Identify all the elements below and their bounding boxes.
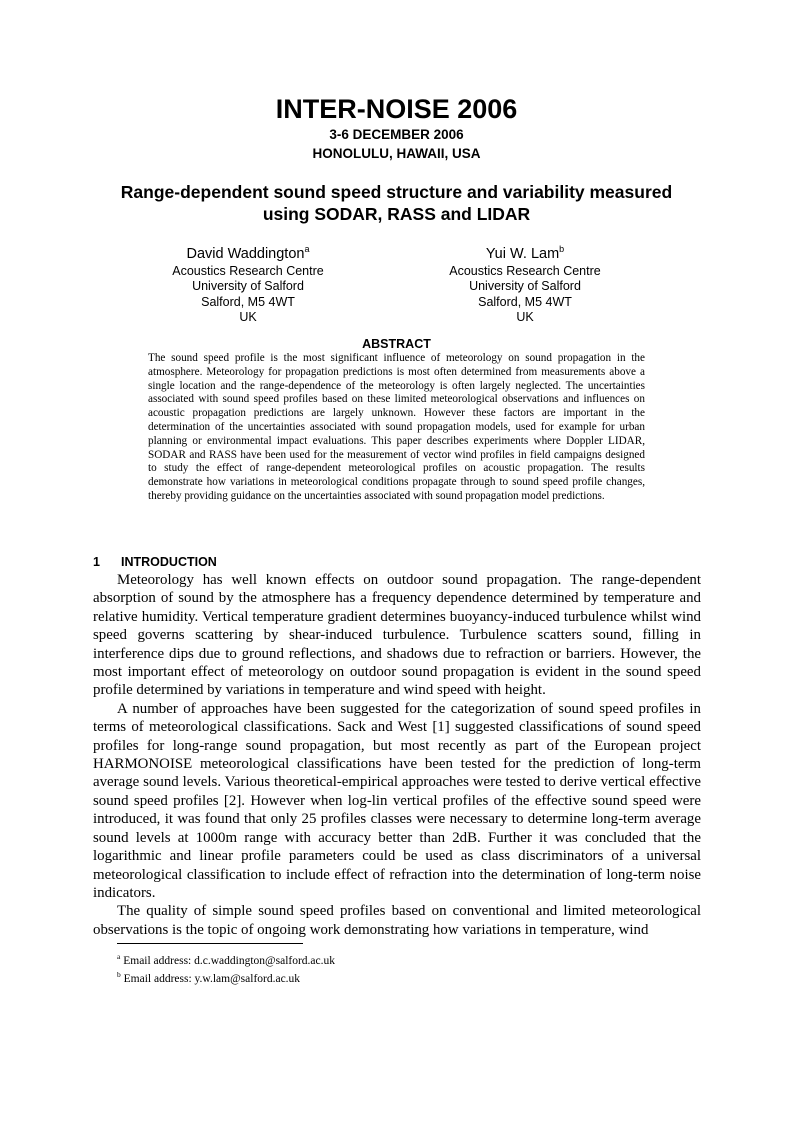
paper-title bbox=[80, 181, 713, 225]
affiliation-line: UK bbox=[239, 310, 257, 325]
body-paragraph: The quality of simple sound speed profiles based on conventional and limited meteorological observations is the topic of ongoing work demonstrating how variations in temperature, wind bbox=[93, 903, 701, 938]
author-name bbox=[395, 240, 655, 264]
section-number: 1 bbox=[93, 555, 100, 569]
footnotes bbox=[117, 950, 677, 987]
section-body bbox=[93, 571, 701, 939]
conference-location: HONOLULU, HAWAII, USA bbox=[312, 146, 481, 161]
abstract-text: The sound speed profile is the most significant influence of meteorology on sound propagation in the atmosphere. Meteorology for propagation predictions is most often determined from measurements above a single location and the range-dependence of the meteorology is often largely neglected. The uncertainties associated with sound speed profiles based on these limited meteorological observations and influences on acoustic propagation predictions are largely unknown. However these factors are important in the determination of the uncertainties associated with sound propagation models, used for example for urban planning or environmental impact evaluations. This paper describes experiments where Doppler LIDAR, SODAR and RASS have been used for the measurement of vector wind profiles in field campaigns designed to study the effect of range-dependent meteorological profiles on acoustic propagation. The results demonstrate how variations in meteorological conditions propagate through to sound speed profile changes, thereby providing guidance on the uncertainties associated with sound propagation model predictions. bbox=[148, 352, 645, 502]
author-name bbox=[118, 240, 378, 264]
affiliation-line: Salford, M5 4WT bbox=[201, 294, 295, 309]
affiliation-line: University of Salford bbox=[192, 279, 304, 294]
section-heading bbox=[93, 555, 217, 569]
author-name-text: Yui W. Lam bbox=[485, 245, 560, 262]
footnote-mark: a bbox=[117, 952, 121, 961]
affiliation-line: UK bbox=[516, 310, 534, 325]
section-title: INTRODUCTION bbox=[121, 555, 217, 569]
abstract-heading: ABSTRACT bbox=[362, 337, 431, 351]
footnote-divider bbox=[117, 943, 303, 944]
author-superscript: a bbox=[304, 244, 310, 254]
affiliation-line: University of Salford bbox=[469, 279, 581, 294]
footnote bbox=[117, 968, 677, 986]
footnote bbox=[117, 950, 677, 968]
paper-title-line-2: using SODAR, RASS and LIDAR bbox=[262, 204, 531, 224]
footnote-mark: b bbox=[117, 970, 121, 980]
paper-title-line-1: Range-dependent sound speed structure and variability measured bbox=[120, 182, 673, 202]
conference-dates: 3-6 DECEMBER 2006 bbox=[329, 127, 464, 142]
conference-title: INTER-NOISE 2006 bbox=[275, 94, 518, 124]
affiliation-line: Acoustics Research Centre bbox=[449, 263, 601, 278]
author-block-2 bbox=[395, 240, 655, 326]
affiliation-line: Acoustics Research Centre bbox=[172, 263, 324, 278]
footnote-text: Email address: y.w.lam@salford.ac.uk bbox=[123, 973, 301, 986]
body-paragraph: A number of approaches have been suggested for the categorization of sound speed profiles in terms of meteorological classifications. Sack and West [1] suggested classifications of sound speed profiles for long-range sound propagation, but most recently as part of the European project HARMONOISE meteorological classifications have been tested for the prediction of long-term average sound levels. Various theoretical-empirical approaches were tested to derive vertical effective sound speed profiles [2]. However when log-lin vertical profiles of the effective sound speed were introduced, it was found that only 25 profiles classes were necessary to determine long-term average sound levels at 1000m range with accuracy better than 2dB. Further it was concluded that the logarithmic and linear profile parameters could be used as class discriminators of a universal meteorological classification to include effect of refraction into the determination of long-term noise indicators. bbox=[93, 700, 701, 901]
affiliation-line: Salford, M5 4WT bbox=[478, 294, 572, 309]
author-superscript: b bbox=[559, 244, 565, 254]
body-paragraph: Meteorology has well known effects on outdoor sound propagation. The range-dependent absorption of sound by the atmosphere has a frequency dependence determined by temperature and relative humidity. Vertical temperature gradient determines buoyancy-induced turbulence whilst wind speed governs scattering by shear-induced turbulence. Turbulence scatters sound, filling in interference dips due to ground reflections, and shadows due to refraction or barriers. However, the most important effect of meteorology on outdoor sound propagation is evident in the sound speed profile determined by variations in temperature and wind speed with height. bbox=[93, 572, 701, 699]
author-name-text: David Waddington bbox=[186, 245, 305, 262]
author-block-1 bbox=[118, 240, 378, 326]
footnote-text: Email address: d.c.waddington@salford.ac.uk bbox=[123, 954, 336, 967]
